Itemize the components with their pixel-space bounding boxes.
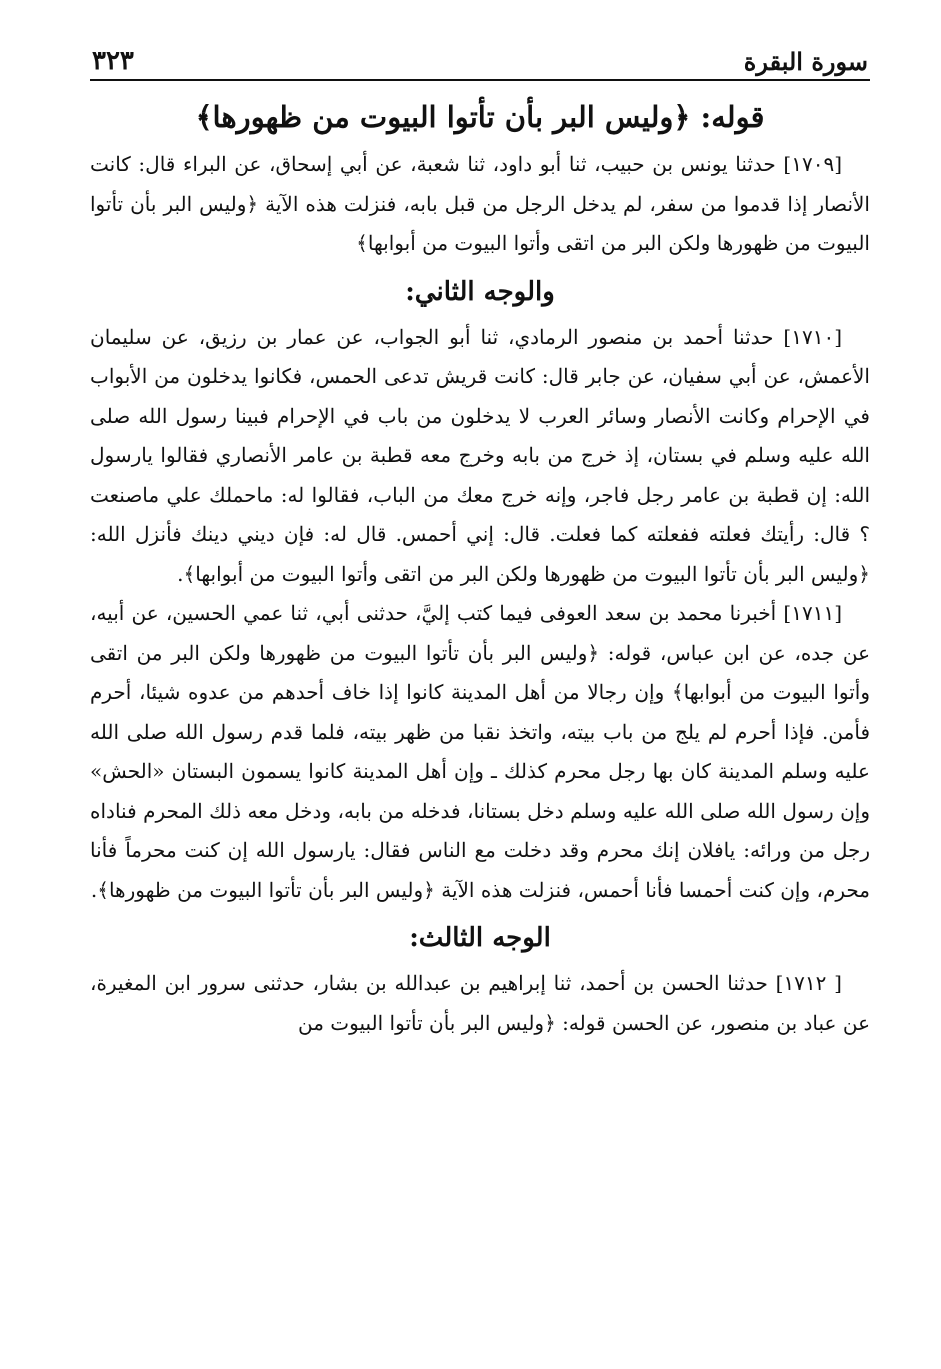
main-heading: قوله: ﴿وليس البر بأن تأتوا البيوت من ظهورها﴾	[195, 100, 765, 134]
page-number: ٣٢٣	[92, 46, 134, 76]
section-heading-third: الوجه الثالث:	[409, 923, 551, 953]
paragraph-1711: [١٧١١] أخبرنا محمد بن سعد العوفى فيما كتب إليَّ، حدثنى أبي، ثنا عمي الحسين، عن أبيه، عن جده، عن ابن عباس، قوله: ﴿وليس البر بأن تأتوا البيوت من ظهورها ولكن البر من اتقى وأتوا البيوت من أبوابها﴾ وإن رجالا من أهل المدينة كانوا إذا خاف أحدهم من عدوه شيئا، أحرم فأمن. فإذا أحرم لم يلج من باب بيته، واتخذ نقبا من ظهر بيته، فلما قدم رسول الله صلى الله عليه وسلم المدينة كان بها رجل محرم كذلك ـ وإن أهل المدينة كانوا يسمون البستان «الحش» وإن رسول الله صلى الله عليه وسلم دخل بستانا، فدخله من بابه، ودخل معه ذلك المحرم فناداه رجل من ورائه: يافلان إنك محرم وقد دخلت مع الناس فقال: يارسول الله إن كنت محرماً فأنا محرم، وإن كنت أحمسا فأنا أحمس، فنزلت هذه الآية ﴿وليس البر بأن تأتوا البيوت من ظهورها﴾.	[90, 601, 870, 902]
paragraph-1709: [١٧٠٩] حدثنا يونس بن حبيب، ثنا أبو داود، ثنا شعبة، عن أبي إسحاق، عن البراء قال: كانت الأنصار إذا قدموا من سفر، لم يدخل الرجل من قبل بابه، فنزلت هذه الآية ﴿وليس البر بأن تأتوا البيوت من ظهورها ولكن البر من اتقى وأتوا البيوت من أبوابها﴾	[90, 152, 870, 255]
paragraph-1710: [١٧١٠] حدثنا أحمد بن منصور الرمادي، ثنا أبو الجواب، عن عمار بن رزيق، عن سليمان الأعمش، عن أبي سفيان، عن جابر قال: كانت قريش تدعى الحمس، فكانوا يدخلون من الأبواب في الإحرام وكانت الأنصار وسائر العرب لا يدخلون من باب في الإحرام فبينا رسول الله صلى الله عليه وسلم في بستان، إذ خرج من بابه وخرج معه قطبة بن عامر الأنصاري فقالوا يارسول الله: إن قطبة بن عامر رجل فاجر، وإنه خرج معك من الباب، فقالوا له: ماحملك علي ماصنعت ؟ قال: رأيتك فعلته ففعلته كما فعلت. قال: إني أحمس. قال له: فإن ديني دينك فأنزل الله: ﴿وليس البر بأن تأتوا البيوت من ظهورها ولكن البر من اتقى وأتوا البيوت من أبوابها﴾.	[90, 324, 870, 586]
sura-title: سورة البقرة	[743, 47, 868, 76]
paragraph-1712: [ ١٧١٢] حدثنا الحسن بن أحمد، ثنا إبراهيم بن عبدالله بن بشار، حدثنى سرور ابن المغيرة، عن عباد بن منصور، عن الحسن قوله: ﴿وليس البر بأن تأتوا البيوت من	[90, 971, 870, 1035]
section-heading-second: والوجه الثاني:	[405, 276, 555, 307]
document-page	[90, 40, 870, 1043]
page-header	[90, 40, 870, 81]
